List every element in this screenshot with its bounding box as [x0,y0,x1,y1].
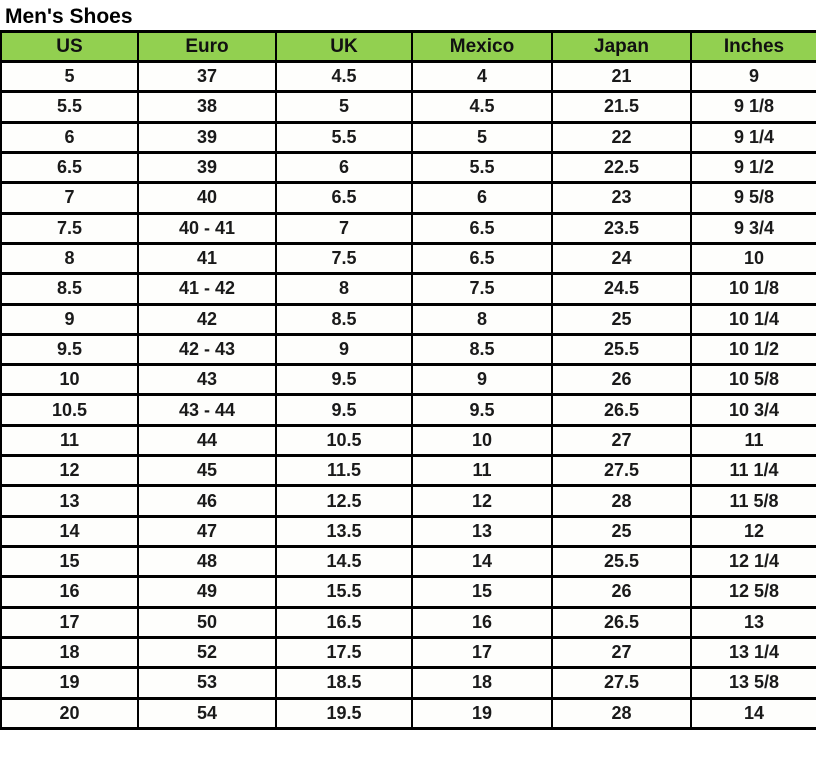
table-cell: 9 [691,62,816,92]
table-cell: 6.5 [276,183,412,213]
column-header-euro: Euro [138,32,276,62]
table-cell: 21.5 [552,92,691,122]
table-cell: 13 [1,486,138,516]
table-cell: 41 - 42 [138,274,276,304]
table-cell: 37 [138,62,276,92]
table-row [1,516,816,546]
table-cell: 9 5/8 [691,183,816,213]
table-cell: 24.5 [552,274,691,304]
table-cell: 27.5 [552,668,691,698]
table-row [1,152,816,182]
table-cell: 9 [412,365,552,395]
table-cell: 22 [552,122,691,152]
table-cell: 27.5 [552,456,691,486]
table-cell: 9.5 [276,365,412,395]
table-cell: 12 5/8 [691,577,816,607]
table-row [1,577,816,607]
table-cell: 39 [138,152,276,182]
table-cell: 42 - 43 [138,334,276,364]
table-row [1,183,816,213]
table-cell: 6 [1,122,138,152]
table-row [1,274,816,304]
table-cell: 8.5 [1,274,138,304]
table-cell: 8.5 [276,304,412,334]
table-cell: 12 [1,456,138,486]
table-cell: 7.5 [1,213,138,243]
table-row [1,365,816,395]
column-header-mexico: Mexico [412,32,552,62]
table-cell: 9.5 [1,334,138,364]
column-header-inches: Inches [691,32,816,62]
table-row [1,334,816,364]
table-cell: 54 [138,698,276,728]
table-cell: 9 1/2 [691,152,816,182]
table-cell: 28 [552,698,691,728]
table-cell: 10 1/4 [691,304,816,334]
table-cell: 45 [138,456,276,486]
table-cell: 47 [138,516,276,546]
table-cell: 14 [1,516,138,546]
table-cell: 12 1/4 [691,547,816,577]
table-cell: 5 [276,92,412,122]
column-header-us: US [1,32,138,62]
table-cell: 13 1/4 [691,637,816,667]
table-cell: 17 [1,607,138,637]
table-cell: 43 [138,365,276,395]
table-row [1,607,816,637]
table-row [1,698,816,728]
table-cell: 12 [412,486,552,516]
table-row [1,213,816,243]
table-cell: 15 [1,547,138,577]
table-cell: 10 1/2 [691,334,816,364]
table-cell: 11 1/4 [691,456,816,486]
table-cell: 5.5 [1,92,138,122]
table-cell: 39 [138,122,276,152]
table-cell: 15.5 [276,577,412,607]
table-cell: 5.5 [276,122,412,152]
table-cell: 14 [412,547,552,577]
table-cell: 12.5 [276,486,412,516]
table-cell: 6.5 [1,152,138,182]
table-cell: 22.5 [552,152,691,182]
table-cell: 26 [552,577,691,607]
table-cell: 16 [1,577,138,607]
table-row [1,668,816,698]
table-cell: 7.5 [412,274,552,304]
table-row [1,92,816,122]
table-cell: 5.5 [412,152,552,182]
table-row [1,637,816,667]
table-cell: 20 [1,698,138,728]
table-cell: 8 [276,274,412,304]
table-cell: 52 [138,637,276,667]
table-cell: 5 [412,122,552,152]
table-cell: 28 [552,486,691,516]
table-cell: 42 [138,304,276,334]
table-cell: 4 [412,62,552,92]
table-cell: 9.5 [412,395,552,425]
table-cell: 14 [691,698,816,728]
table-cell: 26.5 [552,395,691,425]
table-cell: 27 [552,637,691,667]
table-cell: 6 [276,152,412,182]
table-cell: 8 [1,243,138,273]
table-cell: 9 1/8 [691,92,816,122]
table-cell: 38 [138,92,276,122]
table-cell: 7 [1,183,138,213]
table-row [1,395,816,425]
table-cell: 14.5 [276,547,412,577]
table-cell: 13 [691,607,816,637]
table-cell: 43 - 44 [138,395,276,425]
table-row [1,456,816,486]
table-cell: 16.5 [276,607,412,637]
table-cell: 10 1/8 [691,274,816,304]
table-cell: 23 [552,183,691,213]
page-title: Men's Shoes [5,5,133,28]
table-cell: 9 3/4 [691,213,816,243]
table-cell: 9.5 [276,395,412,425]
column-header-japan: Japan [552,32,691,62]
table-cell: 12 [691,516,816,546]
table-cell: 17.5 [276,637,412,667]
table-cell: 7 [276,213,412,243]
table-cell: 11.5 [276,456,412,486]
table-cell: 9 [276,334,412,364]
table-row [1,547,816,577]
table-cell: 11 5/8 [691,486,816,516]
table-cell: 53 [138,668,276,698]
table-cell: 19 [412,698,552,728]
table-cell: 50 [138,607,276,637]
table-cell: 13 [412,516,552,546]
table-cell: 6.5 [412,243,552,273]
table-cell: 46 [138,486,276,516]
table-cell: 13.5 [276,516,412,546]
table-header-row [1,32,816,62]
table-cell: 18 [1,637,138,667]
table-cell: 11 [412,456,552,486]
table-cell: 17 [412,637,552,667]
table-cell: 7.5 [276,243,412,273]
table-cell: 27 [552,425,691,455]
table-cell: 10 3/4 [691,395,816,425]
table-cell: 9 [1,304,138,334]
table-header [1,32,816,62]
table-cell: 8.5 [412,334,552,364]
table-cell: 25.5 [552,334,691,364]
table-cell: 48 [138,547,276,577]
table-cell: 25 [552,304,691,334]
table-cell: 11 [691,425,816,455]
table-cell: 10.5 [276,425,412,455]
table-cell: 8 [412,304,552,334]
table-cell: 6 [412,183,552,213]
table-cell: 23.5 [552,213,691,243]
table-row [1,122,816,152]
table-cell: 44 [138,425,276,455]
table-cell: 15 [412,577,552,607]
table-cell: 6.5 [412,213,552,243]
table-cell: 21 [552,62,691,92]
table-cell: 26 [552,365,691,395]
table-cell: 13 5/8 [691,668,816,698]
table-cell: 16 [412,607,552,637]
table-cell: 19.5 [276,698,412,728]
table-body [1,62,816,729]
table-cell: 18 [412,668,552,698]
table-cell: 10 5/8 [691,365,816,395]
table-cell: 9 1/4 [691,122,816,152]
table-cell: 4.5 [412,92,552,122]
table-row [1,486,816,516]
table-cell: 25.5 [552,547,691,577]
table-cell: 41 [138,243,276,273]
table-cell: 10 [1,365,138,395]
table-cell: 24 [552,243,691,273]
table-cell: 26.5 [552,607,691,637]
table-cell: 40 - 41 [138,213,276,243]
table-row [1,243,816,273]
table-cell: 5 [1,62,138,92]
table-cell: 10 [412,425,552,455]
table-cell: 11 [1,425,138,455]
table-cell: 25 [552,516,691,546]
size-conversion-table [0,30,816,730]
table-cell: 18.5 [276,668,412,698]
column-header-uk: UK [276,32,412,62]
table-cell: 19 [1,668,138,698]
table-row [1,62,816,92]
table-row [1,304,816,334]
table-cell: 40 [138,183,276,213]
table-row [1,425,816,455]
table-cell: 49 [138,577,276,607]
table-cell: 10.5 [1,395,138,425]
table-cell: 10 [691,243,816,273]
table-cell: 4.5 [276,62,412,92]
